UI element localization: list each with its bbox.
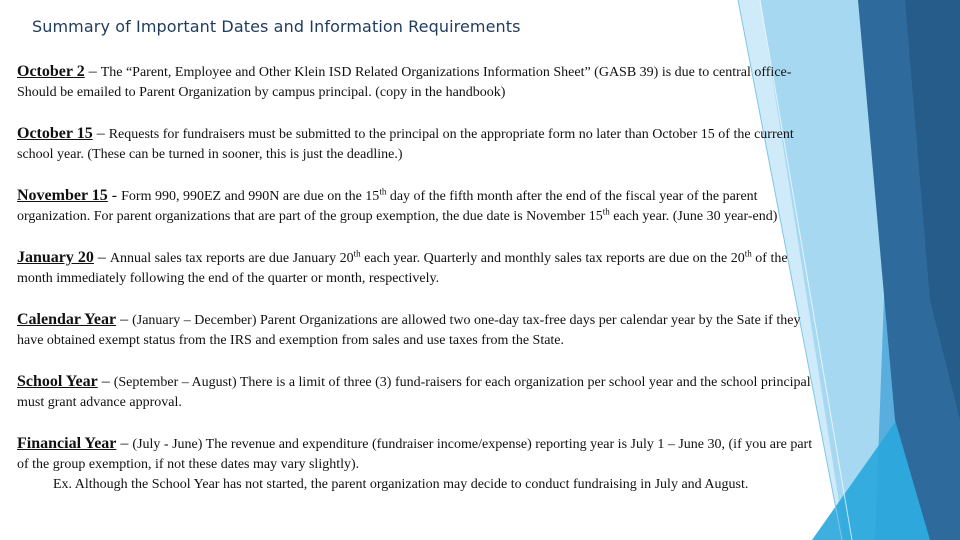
date-label: October 15: [17, 125, 93, 142]
list-item: [17, 248, 817, 289]
ordinal-suffix: th: [744, 248, 752, 259]
date-label: Financial Year: [17, 435, 117, 452]
item-text: Form 990, 990EZ and 990N are due on the 15: [121, 189, 380, 204]
item-text: (January – December) Parent Organizations are allowed two one-day tax-free days per calendar year by the Sate if they have obtained exempt status from the IRS and exemption from sales and use taxes from the State.: [17, 313, 801, 348]
list-item: [17, 310, 817, 351]
separator: –: [97, 373, 114, 390]
item-text: (July - June) The revenue and expenditure (fundraiser income/expense) reporting year is July 1 – June 30, (if you are part of the group exemption, if not these dates may vary slightly).: [17, 437, 813, 472]
date-label: November 15: [17, 187, 108, 204]
date-label: October 2: [17, 63, 85, 80]
date-label: January 20: [17, 249, 94, 266]
list-item: [17, 372, 817, 413]
item-text: each year. Quarterly and monthly sales tax reports are due on the 20: [360, 251, 745, 266]
ordinal-suffix: th: [353, 248, 361, 259]
list-item: [17, 124, 817, 165]
separator: –: [116, 311, 133, 328]
item-text: The “Parent, Employee and Other Klein ISD Related Organizations Information Sheet” (GASB 39) is due to central office-Should be emailed to Parent Organization by campus principal. (copy in the handbook): [17, 65, 792, 100]
separator: -: [107, 187, 122, 204]
ordinal-suffix: th: [602, 206, 610, 217]
item-text: each year. (June 30 year-end): [609, 209, 778, 224]
ordinal-suffix: th: [379, 186, 387, 197]
example-note: Ex. Although the School Year has not started, the parent organization may decide to conduct fundraising in July and August.: [53, 477, 749, 492]
date-label: School Year: [17, 373, 98, 390]
separator: –: [116, 435, 133, 452]
list-item: [17, 434, 817, 495]
separator: –: [84, 63, 101, 80]
date-label: Calendar Year: [17, 311, 117, 328]
separator: –: [93, 249, 110, 266]
dates-list: [17, 62, 817, 516]
item-text: day of the fifth month after the end of the fiscal year of the parent organization. For parent organizations that are part of the group exemption, the due date is November 15: [17, 189, 758, 224]
separator: –: [92, 125, 109, 142]
page-title: Summary of Important Dates and Information Requirements: [32, 17, 521, 36]
list-item: [17, 62, 817, 103]
item-text: Annual sales tax reports are due January 20: [109, 251, 354, 266]
item-text: Requests for fundraisers must be submitted to the principal on the appropriate form no later than October 15 of the current school year. (These can be turned in sooner, this is just the deadline.): [17, 127, 794, 162]
item-text: (September – August) There is a limit of three (3) fund-raisers for each organization per school year and the school principal must grant advance approval.: [17, 375, 811, 410]
item-text: of the month immediately following the end of the quarter or month, respectively.: [17, 251, 788, 286]
list-item: [17, 186, 817, 227]
